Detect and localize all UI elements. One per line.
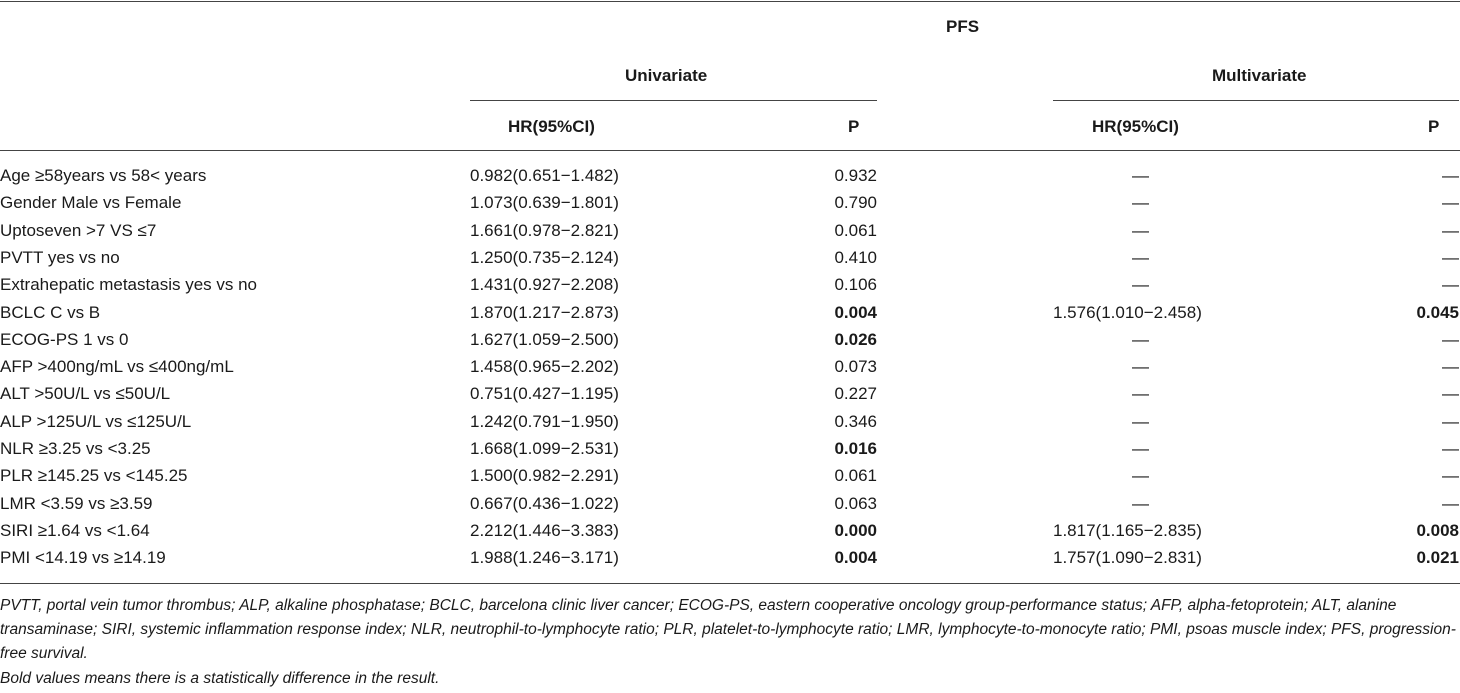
multivariate-hr: —: [1132, 493, 1149, 513]
row-label: Gender Male vs Female: [0, 193, 182, 213]
multivariate-p: —: [1442, 275, 1459, 295]
univariate-hr: 1.242(0.791−1.950): [470, 411, 619, 431]
multivariate-p: 0.045: [1416, 302, 1459, 322]
multivariate-hr: 1.576(1.010−2.458): [1053, 302, 1202, 322]
univariate-p: 0.061: [834, 466, 877, 486]
multivariate-underline: [1053, 100, 1459, 101]
multivariate-hr: —: [1132, 329, 1149, 349]
multivariate-p: —: [1442, 247, 1459, 267]
univariate-p: 0.016: [834, 439, 877, 458]
row-label: SIRI ≥1.64 vs <1.64: [0, 520, 150, 540]
row-label: PMI <14.19 vs ≥14.19: [0, 548, 166, 568]
univariate-p: 0.346: [834, 411, 877, 431]
multivariate-p: —: [1442, 439, 1459, 458]
univariate-p: 0.932: [834, 166, 877, 185]
univariate-hr: 1.500(0.982−2.291): [470, 466, 619, 486]
univariate-p: 0.061: [834, 220, 877, 240]
header-bottom-rule: [0, 150, 1460, 151]
univariate-hr: 1.073(0.639−1.801): [470, 193, 619, 213]
multivariate-p: —: [1442, 166, 1459, 185]
multivariate-hr: —: [1132, 466, 1149, 486]
row-label: AFP >400ng/mL vs ≤400ng/mL: [0, 357, 234, 377]
multivariate-hr-header: HR(95%CI): [1092, 117, 1179, 136]
multivariate-p: —: [1442, 384, 1459, 404]
univariate-p: 0.004: [834, 548, 877, 568]
univariate-p: 0.790: [834, 193, 877, 213]
multivariate-header: Multivariate: [1212, 66, 1307, 85]
multivariate-hr: —: [1132, 411, 1149, 431]
row-label: LMR <3.59 vs ≥3.59: [0, 493, 153, 513]
univariate-p-header: P: [848, 117, 860, 136]
univariate-p: 0.004: [834, 302, 877, 322]
row-label: ALT >50U/L vs ≤50U/L: [0, 384, 171, 404]
table-bottom-rule: [0, 583, 1460, 584]
multivariate-hr: —: [1132, 220, 1149, 240]
multivariate-hr: 1.817(1.165−2.835): [1053, 520, 1202, 540]
multivariate-p-header: P: [1428, 117, 1440, 136]
univariate-p: 0.000: [834, 520, 877, 540]
multivariate-p: —: [1442, 220, 1459, 240]
multivariate-p: —: [1442, 411, 1459, 431]
pfs-header: PFS: [946, 17, 980, 36]
row-label: NLR ≥3.25 vs <3.25: [0, 439, 151, 458]
multivariate-p: —: [1442, 493, 1459, 513]
univariate-hr: 1.870(1.217−2.873): [470, 302, 619, 322]
univariate-hr: 2.212(1.446−3.383): [470, 520, 619, 540]
univariate-hr-header: HR(95%CI): [508, 117, 595, 136]
row-label: Extrahepatic metastasis yes vs no: [0, 275, 258, 295]
multivariate-hr: —: [1132, 439, 1149, 458]
table-top-rule: [0, 1, 1460, 2]
row-label: BCLC C vs B: [0, 302, 101, 322]
multivariate-hr: —: [1132, 384, 1149, 404]
multivariate-hr: —: [1132, 193, 1149, 213]
univariate-p: 0.106: [834, 275, 877, 295]
row-label: ALP >125U/L vs ≤125U/L: [0, 411, 192, 431]
univariate-hr: 1.988(1.246−3.171): [470, 548, 619, 568]
univariate-hr: 1.431(0.927−2.208): [470, 275, 619, 295]
row-label: ECOG-PS 1 vs 0: [0, 329, 129, 349]
row-label: PVTT yes vs no: [0, 247, 120, 267]
univariate-hr: 0.667(0.436−1.022): [470, 493, 619, 513]
univariate-hr: 1.250(0.735−2.124): [470, 247, 619, 267]
univariate-underline: [470, 100, 877, 101]
multivariate-p: —: [1442, 329, 1459, 349]
univariate-p: 0.026: [834, 329, 877, 349]
univariate-hr: 0.751(0.427−1.195): [470, 384, 619, 404]
multivariate-p: 0.008: [1416, 520, 1459, 540]
univariate-hr: 1.627(1.059−2.500): [470, 329, 619, 349]
multivariate-hr: —: [1132, 357, 1149, 377]
multivariate-p: —: [1442, 193, 1459, 213]
multivariate-hr: —: [1132, 166, 1149, 185]
univariate-p: 0.073: [834, 357, 877, 377]
univariate-hr: 1.458(0.965−2.202): [470, 357, 619, 377]
multivariate-p: 0.021: [1416, 548, 1459, 568]
univariate-p: 0.227: [834, 384, 877, 404]
multivariate-p: —: [1442, 357, 1459, 377]
univariate-hr: 1.668(1.099−2.531): [470, 439, 619, 458]
row-label: Age ≥58years vs 58< years: [0, 166, 207, 185]
row-label: PLR ≥145.25 vs <145.25: [0, 466, 188, 486]
abbreviations-footnote: PVTT, portal vein tumor thrombus; ALP, alkaline phosphatase; BCLC, barcelona clinic liver cancer; ECOG-PS, eastern cooperative oncology group-performance status; AFP, alpha-fetoprotein; ALT, alanine transaminase; SIRI, systemic inflammation response index; NLR, neutrophil-to-lymphocyte ratio; PLR, platelet-to-lymphocyte ratio; LMR, lymphocyte-to-monocyte ratio; PMI, psoas muscle index; PFS, progression-free survival.: [0, 597, 1456, 662]
univariate-p: 0.410: [834, 247, 877, 267]
multivariate-p: —: [1442, 466, 1459, 486]
univariate-p: 0.063: [834, 493, 877, 513]
univariate-hr: 0.982(0.651−1.482): [470, 166, 619, 185]
univariate-header: Univariate: [625, 66, 708, 85]
univariate-hr: 1.661(0.978−2.821): [470, 220, 619, 240]
multivariate-hr: 1.757(1.090−2.831): [1053, 548, 1202, 568]
multivariate-hr: —: [1132, 247, 1149, 267]
bold-values-footnote: Bold values means there is a statistically difference in the result.: [0, 670, 440, 687]
row-label: Uptoseven >7 VS ≤7: [0, 220, 157, 240]
multivariate-hr: —: [1132, 275, 1149, 295]
